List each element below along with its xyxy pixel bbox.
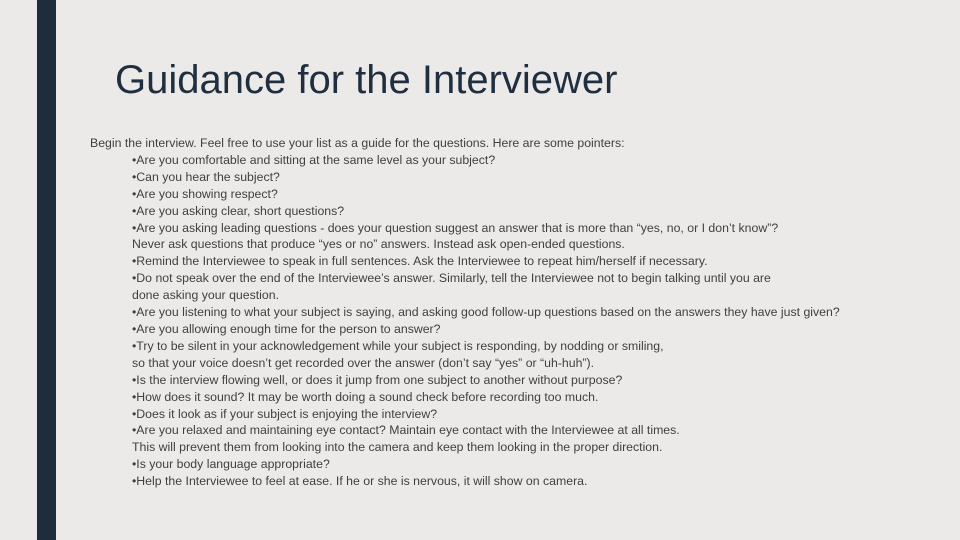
pointer-line: •How does it sound? It may be worth doing a sound check before recording too much. [132,389,599,404]
pointer-line: •Can you hear the subject? [132,169,280,184]
pointer-line: •Are you allowing enough time for the person to answer? [132,321,441,336]
pointer-line: •Are you showing respect? [132,186,278,201]
pointer-list [90,152,950,490]
pointer-line: •Do not speak over the end of the Interviewee’s answer. Similarly, tell the Interviewee not to begin talking until you are [132,271,771,286]
slide-body [90,135,950,490]
pointer-line: done asking your question. [132,288,279,303]
pointer-line: •Is your body language appropriate? [132,457,330,472]
pointer-line: so that your voice doesn’t get recorded over the answer (don’t say “yes” or “uh-huh”). [132,355,595,370]
accent-bar [37,0,56,540]
pointer-line: •Help the Interviewee to feel at ease. If he or she is nervous, it will show on camera. [132,474,588,489]
pointer-line: •Are you asking clear, short questions? [132,203,345,218]
pointer-line: •Remind the Interviewee to speak in full sentences. Ask the Interviewee to repeat him/herself if necessary. [132,254,708,269]
pointer-line: •Are you listening to what your subject is saying, and asking good follow-up questions based on the answers they have just given? [132,305,840,320]
pointer-line: Never ask questions that produce “yes or no” answers. Instead ask open-ended questions. [132,237,625,252]
intro-line: Begin the interview. Feel free to use your list as a guide for the questions. Here are some pointers: [90,136,625,150]
pointer-line: •Is the interview flowing well, or does it jump from one subject to another without purpose? [132,372,623,387]
pointer-line: •Are you relaxed and maintaining eye contact? Maintain eye contact with the Interviewee at all times. [132,423,680,438]
slide-title: Guidance for the Interviewer [115,58,618,102]
pointer-line: This will prevent them from looking into the camera and keep them looking in the proper direction. [132,440,663,455]
pointer-line: •Does it look as if your subject is enjoying the interview? [132,406,438,421]
pointer-line: •Are you asking leading questions - does your question suggest an answer that is more than “yes, no, or I don’t know”? [132,220,779,235]
pointer-line: •Try to be silent in your acknowledgement while your subject is responding, by nodding or smiling, [132,338,664,353]
pointer-line: •Are you comfortable and sitting at the same level as your subject? [132,152,496,167]
